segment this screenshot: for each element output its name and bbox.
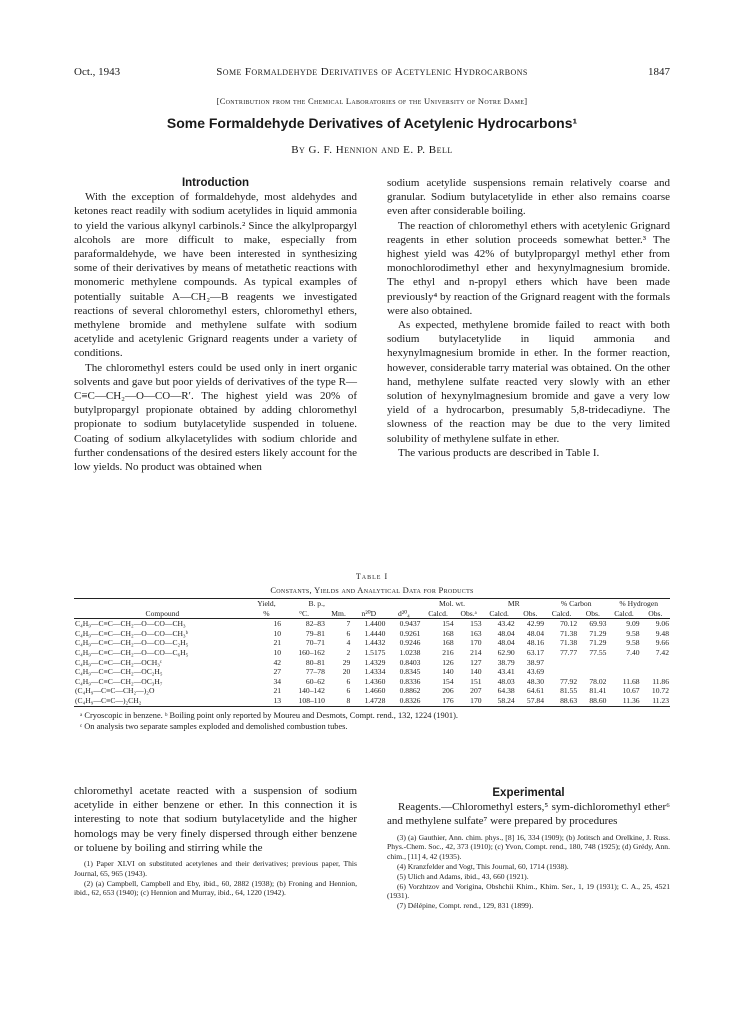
table-cell: 69.93	[589, 619, 607, 629]
table-cell: 1.4329	[364, 657, 386, 667]
table-row	[74, 619, 670, 629]
table-row	[74, 638, 670, 648]
table-cell: 70–71	[305, 638, 325, 648]
table-cell: 64.38	[497, 686, 515, 696]
col-header-compound: Compound	[74, 609, 251, 619]
table-cell: 29	[342, 657, 351, 667]
table-cell-compound: C₄H₉—C≡C—CH₂—OC₂H₅	[75, 667, 163, 677]
table-cell: 6	[346, 628, 351, 638]
table-cell	[545, 658, 578, 668]
table-cell: 1.4440	[364, 628, 386, 638]
col-header-hydrogen-obs: Obs.	[641, 609, 670, 619]
table-cell: 77.55	[589, 647, 607, 657]
table-cell: 27	[273, 667, 282, 677]
table-cell: 168	[442, 638, 454, 648]
experimental-heading: Experimental	[492, 787, 565, 799]
footnote-4: (4) Kranzfelder and Vogt, This Journal, 60, 1714 (1938).	[397, 862, 569, 871]
right-paragraph-2: The reaction of chloromethyl ethers with acetylenic Grignard reagents in ether solution proceeds somewhat better.³ The highest yield was 42% of butylpropargyl methyl ether from monochlorodimethyl ether and hexynylmagnesium bromide. The ethyl and n-propyl ethers which have been made previously⁴ by reaction of the Grignard reagent with the formals were also obtained.	[387, 219, 670, 317]
col-header-carbon-calcd: Calcd.	[545, 609, 578, 619]
table-cell: 48.04	[497, 638, 515, 648]
table-cell-compound: C₄H₉—C≡C—CH₂—OC₃H₇	[75, 676, 163, 686]
table-cell: 216	[442, 647, 454, 657]
table-cell: 21	[273, 638, 282, 648]
table-cell: 170	[470, 695, 482, 705]
table-cell: 168	[442, 628, 454, 638]
table-cell: 206	[442, 686, 454, 696]
table-cell: 60–62	[305, 676, 325, 686]
table-row	[74, 696, 670, 706]
table-cell: 7	[346, 619, 351, 629]
table-cell: 0.8862	[399, 686, 421, 696]
table-cell	[607, 658, 640, 668]
table-cell: 62.90	[497, 647, 515, 657]
table-cell: 176	[442, 695, 454, 705]
table-cell: 1.4660	[364, 686, 386, 696]
table-cell: 71.38	[560, 638, 578, 648]
running-header	[74, 66, 670, 82]
table-cell	[641, 667, 670, 677]
table-cell: 140	[442, 667, 454, 677]
col-header-carbon-obs: Obs.	[578, 609, 607, 619]
table-cell: 140	[470, 667, 482, 677]
table-cell: 0.8326	[399, 695, 421, 705]
table-cell	[578, 667, 607, 677]
table-cell: 11.23	[652, 695, 669, 705]
table-cell: 13	[273, 695, 282, 705]
table-row	[74, 658, 670, 668]
table-cell: 38.97	[526, 657, 544, 667]
col-header-mr-calcd: Calcd.	[483, 609, 516, 619]
issue-date: Oct., 1943	[74, 66, 121, 78]
table-row	[74, 686, 670, 696]
footnote-7: (7) Délépine, Compt. rend., 129, 831 (1899).	[397, 901, 534, 911]
table-cell: 63.17	[526, 647, 544, 657]
table-cell: 77.92	[560, 676, 578, 686]
page-number: 1847	[648, 66, 670, 78]
table-cell: 108–110	[298, 695, 325, 705]
table-cell: 6	[346, 686, 351, 696]
table-cell: 21	[273, 686, 282, 696]
table-cell: 6	[346, 676, 351, 686]
continued-paragraph: chloromethyl acetate reacted with a suspension of sodium acetylide in either benzene or ether. In this connection it is interesting to note that sodium butylacetylide and the higher homologs may be very finely dispersed through either benzene or toluene by boiling and stirring while the	[74, 785, 357, 854]
table-cell: 9.66	[655, 638, 669, 648]
footnote-3: (3) (a) Gauthier, Ann. chim. phys., [8] 16, 334 (1909); (b) Jotitsch and Orelkine, J. Russ. Phys.-Chem. Soc., 42, 373 (1910); (c) Yvon, Compt. rend., 180, 748 (1925); (d) Grédy, Ann. chim., [11] 4, 42 (1935).	[387, 832, 670, 862]
table-cell	[607, 667, 640, 677]
intro-paragraph-2: The chloromethyl esters could be used only in inert organic solvents and gave but poor yields of derivatives of the type R—C≡C—CH₂—O—CO—R′. The highest yield was 20% of butylpropargyl propionate obtained by adding chloromethyl propionate to sodium butylacetylide suspended in toluene. Coating of sodium alkylacetylides with sodium chloride and further condensations of the desired esters likely account for the low yields. No product was obtained when	[74, 361, 357, 474]
table-cell: 48.16	[526, 638, 544, 648]
table-cell: 214	[470, 647, 482, 657]
table-cell: 82–83	[305, 619, 325, 629]
table-cell: 0.9261	[399, 628, 421, 638]
table-cell: 42.99	[526, 619, 544, 629]
col-header-pct: %	[251, 609, 282, 619]
table-cell: 2	[346, 647, 351, 657]
table-cell: 10	[273, 628, 282, 638]
table-cell-compound: (C₄H₉—C≡C—)₂CH₂	[75, 695, 142, 705]
table-footnote-c: ᶜ On analysis two separate samples exploded and demolished combustion tubes.	[80, 721, 348, 731]
table-cell: 70.12	[560, 619, 578, 629]
table-cell: 154	[442, 676, 454, 686]
table-caption: Table I	[355, 572, 389, 581]
table-cell: 207	[470, 686, 482, 696]
table-cell: 1.5175	[364, 647, 386, 657]
table-cell: 48.03	[497, 676, 515, 686]
table-cell: 9.09	[626, 619, 640, 629]
table-subtitle: Constants, Yields and Analytical Data for Products	[270, 585, 474, 595]
article-authors: By G. F. Hennion and E. P. Bell	[291, 144, 453, 156]
right-paragraph-3: As expected, methylene bromide failed to react with both sodium butylacetylide in liquid ammonia and hexynylmagnesium bromide in ether. In the former reaction, however, considerable tarry material was obtained. On the other hand, methylene sulfate reacted very slowly with an ether solution of hexynylmagnesium bromide and gave a very low yield of a hydrocarbon, presumably 5,8-tridecadiyne. The slowness of the reaction may be due to the very limited solubility of methylene sulfate in ether.	[387, 319, 670, 445]
table-cell: 77.77	[560, 647, 578, 657]
table-cell: 163	[470, 628, 482, 638]
table-cell: 43.42	[497, 619, 515, 629]
table-cell: 71.29	[589, 628, 607, 638]
table-cell: 0.9437	[399, 619, 421, 629]
table-cell: 151	[470, 676, 482, 686]
left-footnotes	[74, 859, 357, 898]
article-title: Some Formaldehyde Derivatives of Acetylenic Hydrocarbons¹	[166, 115, 578, 131]
table-cell: 0.8336	[399, 676, 421, 686]
table-cell: 42	[273, 657, 282, 667]
left-column-upper	[74, 176, 357, 474]
table-cell: 79–81	[305, 628, 325, 638]
table-cell: 88.60	[589, 695, 607, 705]
col-header-c: °C.	[282, 609, 326, 619]
table-cell: 7.40	[626, 647, 640, 657]
table-cell: 140–142	[298, 686, 325, 696]
col-header-hydrogen-calcd: Calcd.	[607, 609, 640, 619]
table-cell-compound: C₄H₉—C≡C—CH₂—OCH₃ᶜ	[75, 657, 162, 667]
table-cell: 7.42	[655, 647, 669, 657]
table-body	[74, 619, 670, 706]
table-cell: 80–81	[305, 657, 325, 667]
col-header-molwt-obs: Obs.ᵃ	[455, 609, 483, 619]
table-cell: 160–162	[298, 647, 325, 657]
table-cell: 88.63	[560, 695, 578, 705]
table-cell: 9.58	[626, 638, 640, 648]
table-cell	[578, 658, 607, 668]
table-cell: 48.04	[526, 628, 544, 638]
right-paragraph-1: sodium acetylide suspensions remain relatively coarse and granular. Sodium butylacetylide in ether also remains coarse even after considerable boiling.	[387, 177, 670, 218]
table-cell: 11.68	[622, 676, 640, 686]
table-cell: 8	[346, 695, 351, 705]
table-1	[74, 572, 670, 732]
experimental-paragraph: Reagents.—Chloromethyl esters,⁵ sym-dichloromethyl ether⁶ and methylene sulfate⁷ were prepared by procedures	[387, 801, 670, 828]
footnote-5: (5) Ulich and Adams, ibid., 43, 660 (1921).	[397, 871, 529, 881]
table-cell: 1.4334	[364, 667, 386, 677]
table-cell: 78.02	[589, 676, 607, 686]
table-cell: 9.06	[655, 619, 669, 629]
table-cell: 10	[273, 647, 282, 657]
table-cell: 1.4360	[364, 676, 386, 686]
table-cell: 71.38	[560, 628, 578, 638]
table-cell: 81.41	[589, 686, 607, 696]
table-footnote-a: ᵃ Cryoscopic in benzene. ᵇ Boiling point only reported by Moureu and Desmots, Compt. rend., 132, 1224 (1901).	[80, 710, 458, 720]
table-cell: 0.8345	[399, 667, 421, 677]
col-header-hydrogen: % Hydrogen	[619, 599, 659, 608]
table-row	[74, 648, 670, 658]
col-header-molwt-calcd: Calcd.	[421, 609, 454, 619]
left-column-lower	[74, 784, 357, 898]
table-cell: 1.4400	[364, 619, 386, 629]
table-row	[74, 629, 670, 639]
contribution-line: [Contribution from the Chemical Laboratories of the University of Notre Dame]	[216, 96, 528, 106]
col-header-d: d²⁰₄	[386, 609, 421, 619]
table-cell: 0.9246	[399, 638, 421, 648]
table-cell: 77–78	[305, 667, 325, 677]
table-cell: 1.4728	[364, 695, 386, 705]
table-cell: 127	[470, 657, 482, 667]
right-footnotes	[387, 833, 670, 911]
right-column-upper	[387, 176, 670, 460]
table-cell	[641, 658, 670, 668]
table-cell: 11.86	[652, 676, 669, 686]
table-cell: 0.8403	[399, 657, 421, 667]
table-cell: 16	[273, 619, 282, 629]
table-cell: 11.36	[622, 695, 640, 705]
table-cell: 81.55	[560, 686, 578, 696]
table-cell: 71.29	[589, 638, 607, 648]
col-header-nd: n²⁰D	[351, 609, 386, 619]
footnote-2: (2) (a) Campbell, Campbell and Eby, ibid., 60, 2882 (1938); (b) Froning and Hennion, ibid., 62, 653 (1940); (c) Hennion and Murray, ibid., 64, 1220 (1942).	[74, 878, 357, 898]
table-cell: 34	[273, 676, 282, 686]
table-cell-compound: C₄H₉—C≡C—CH₂—O—CO—CH₃ᵇ	[75, 628, 189, 638]
table-cell: 43.69	[526, 667, 544, 677]
table-cell: 64.61	[526, 686, 544, 696]
table-cell: 1.4432	[364, 638, 386, 648]
table-cell-compound: C₄H₉—C≡C—CH₂—O—CO—C₆H₅	[75, 647, 189, 657]
footnote-6: (6) Vorzhtzov and Vorigina, Obshchii Khim., Khim. Ser., 1, 19 (1931); C. A., 25, 4521 (1931).	[387, 881, 670, 901]
table-footnotes	[74, 710, 670, 732]
table-cell: 9.48	[655, 628, 669, 638]
table-cell: 154	[442, 619, 454, 629]
col-header-bp: B. p.,	[308, 599, 325, 608]
right-column-lower	[387, 786, 670, 911]
col-header-molwt: Mol. wt.	[439, 599, 465, 608]
table-cell	[545, 667, 578, 677]
table-cell: 170	[470, 638, 482, 648]
col-header-yield: Yield,	[257, 599, 276, 608]
table-cell: 20	[342, 667, 351, 677]
introduction-heading: Introduction	[181, 177, 250, 189]
col-header-mr-obs: Obs.	[516, 609, 545, 619]
table-cell: 4	[346, 638, 351, 648]
table-cell: 38.79	[497, 657, 515, 667]
table-cell: 57.84	[526, 695, 544, 705]
table-row	[74, 677, 670, 687]
table-cell-compound: (C₄H₉—C≡C—CH₂—)₂O	[75, 686, 155, 696]
table-row	[74, 667, 670, 677]
table-cell: 58.24	[497, 695, 515, 705]
table-cell: 48.04	[497, 628, 515, 638]
intro-paragraph-1: With the exception of formaldehyde, most aldehydes and ketones react readily with sodium acetylides in liquid ammonia to yield the various alkynyl carbinols.² Since the alkylpropargyl alcohols are more difficult to make, especially from paraformaldehyde, we have been interested in synthesizing some of their derivatives by means of metathetic reactions with monomeric methylene compounds. As typical examples of potentially suitable A—CH₂—B reagents we investigated reactions of several chloromethyl esters, chloromethyl ethers, methylene bromide and methylene sulfate with sodium acetylide and acetylenic Grignard reagents under a variety of conditions.	[74, 191, 357, 360]
table-cell: 43.41	[497, 667, 515, 677]
table-cell-compound: C₄H₉—C≡C—CH₂—O—CO—C₂H₅	[75, 638, 189, 648]
data-table	[74, 598, 670, 707]
running-title: Some Formaldehyde Derivatives of Acetylenic Hydrocarbons	[216, 66, 528, 78]
table-cell: 10.72	[651, 686, 669, 696]
table-cell-compound: C₄H₉—C≡C—CH₂—O—CO—CH₃	[75, 619, 186, 629]
table-cell: 126	[442, 657, 454, 667]
col-header-mr: MR	[507, 599, 520, 608]
table-cell: 1.0238	[399, 647, 421, 657]
table-cell: 48.30	[526, 676, 544, 686]
table-cell: 9.58	[626, 628, 640, 638]
footnote-1: (1) Paper XLVI on substituted acetylenes and their derivatives; previous paper, This Journal, 65, 965 (1943).	[74, 859, 357, 878]
col-header-carbon: % Carbon	[560, 599, 592, 608]
col-header-mm: Mm.	[326, 609, 351, 619]
table-cell: 153	[470, 619, 482, 629]
table-cell: 10.67	[622, 686, 640, 696]
right-paragraph-4: The various products are described in Table I.	[398, 446, 600, 459]
